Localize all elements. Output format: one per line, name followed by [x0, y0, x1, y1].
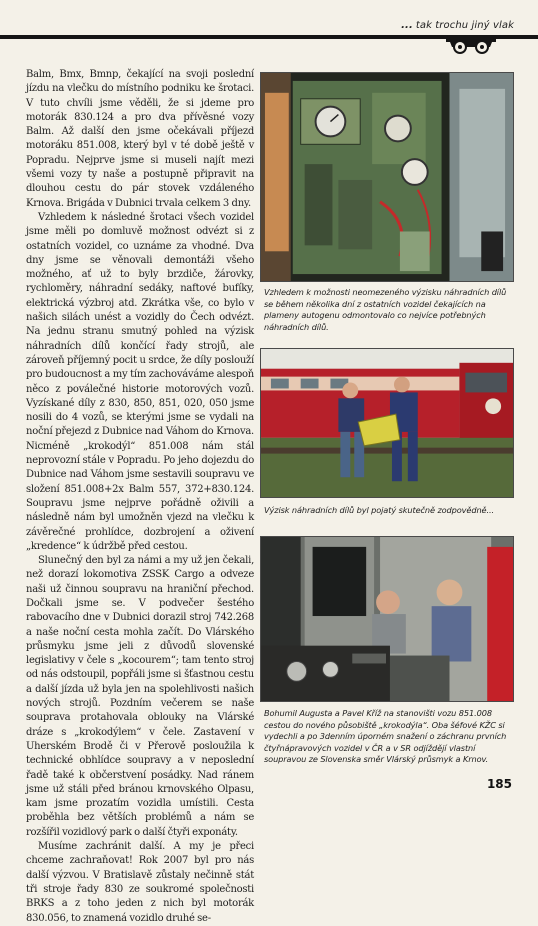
- paragraph: Musíme zachránit další. A my je přeci chceme zachraňovat! Rok 2007 byl pro nás další výzvou. V Bratislavě zůstaly nečinně stát tři stroje řady 830 ze soukromé společnosti BRKS a z toho jeden z nich byl motorák 830.056, to znamená vozidlo druhé se-: [26, 841, 254, 924]
- photo-caption: Bohumil Augusta a Pavel Kříž na stanovišti vozu 851.008 cestou do nového působiště „krokodýla“. Oba šéfové KŽC si vydechli a po 3denním úporném snažení o záchranu prvních čtyřnápravových vozidel v ČR a v SR odjíždějí vlastní soupravou ze Slovenska směr Vlárský průsmyk a Krnov.: [264, 708, 507, 765]
- photo-caption: Vzhledem k možnosti neomezeného výzisku náhradních dílů se během několika dní z ostatních vozidel čekajících na plameny autogenu odmontovalo co nejvíce potřebných náhradních dílů.: [264, 287, 507, 332]
- page-header: [0, 0, 538, 52]
- photo-caption: Výzisk náhradních dílů byl pojatý skutečně zodpovědně...: [264, 505, 494, 515]
- parts-carrying-photo: [260, 348, 514, 498]
- running-head-title: tak trochu jiný vlak: [415, 20, 514, 31]
- engine-room-photo: [260, 72, 514, 282]
- rail-wheel-ornament-icon: [446, 38, 496, 54]
- article-body: [26, 68, 254, 924]
- paragraph: Balm, Bmx, Bmnp, čekající na svoji poslední jízdu na vlečku do místního podniku ke šrotaci. V tuto chvíli jsme věděli, že si jdeme pro motorák 830.124 a pro dva přívěsné vozy Balm. Až další den jsme očekávali příjezd motoráku 851.008, který byl v té době ještě v Popradu. Nejprve jsme si museli najít mezi všemi vozy ty naše a postupně připravit na dlouhou cestu do pár stovek vzdáleného Krnova. Brigáda v Dubnici trvala celkem 3 dny.: [26, 69, 254, 209]
- paragraph: Vzhledem k následné šrotaci všech vozidel jsme měli po domluvě možnost odvézt si z ostatních vozidel, co uznáme za vhodné. Dva dny jsme se věnovali demontáži všeho možného, ať už to byly brzdiče, žárovky, rychloměry, náhradní sedáky, naftové bufíky, elektrická výzbroj atd. Zkrátka vše, co bylo v našich silách unést a vozidly do Čech odvézt. Na jednu stranu smutný pohled na výzisk náhradních dílů končící řady strojů, ale zároveň příjemný pocit u srdce, že díly poslouží pro budoucnost a my tím zachováváme alespoň něco z poválečné historie motorových vozů. Vyzískané díly z 830, 850, 851, 020, 050 jsme nosili do 4 vozů, se kterými jsme se vydali na noční přejezd z Dubnice nad Váhom do Krnova. Nicméně „krokodýl“ 851.008 nám stál neprovozní stále v Popradu. Po jeho dojezdu do Dubnice nad Váhom jsme sestavili soupravu ve složení 851.008+2x Balm 557, 372+830.124. Soupravu jsme nejprve pořádně oživili a následně nám byl umožněn vjezd na vlečku k závěrečné prohlídce, dozbrojení a oživení „kredence“ k údržbě před cestou.: [26, 211, 254, 552]
- running-head: [401, 20, 514, 31]
- paragraph: Slunečný den byl za námi a my už jen čekali, než dorazí lokomotiva ZSSK Cargo a odveze naši už činnou soupravu na hraniční přechod. Dočkali jsme se. V podvečer šestého rabovacího dne v Dubnici dorazil stroj 742.268 a naše noční cesta mohla začít. Do Vlárského průsmyku jsme jeli z důvodů slovenské legislativy v čele s „kocourem“; tam tento stroj od nás odstoupil, popřáli jsme si šťastnou cestu a další jízda už byla jen na spolehlivosti našich nových strojů. Pozdním večerem se naše souprava protahovala oblouky na Vlárské dráze s „krokodýlem“ v čele. Zastavení v Uherském Brodě či v Přerově posloužila k technické obhlídce soupravy a v neposlední řadě také k občerstvení posádky. Nad ránem jsme už stáli před bránou krnovského Olpasu, kam jsme prozatím vozidla umístili. Cesta proběhla bez větších problémů a nám se rozšířil vozidlový park o další čtyři exponáty.: [26, 555, 254, 838]
- page-number: 185: [486, 777, 512, 791]
- driver-cab-photo: [260, 536, 514, 702]
- running-head-dots: ...: [401, 20, 413, 31]
